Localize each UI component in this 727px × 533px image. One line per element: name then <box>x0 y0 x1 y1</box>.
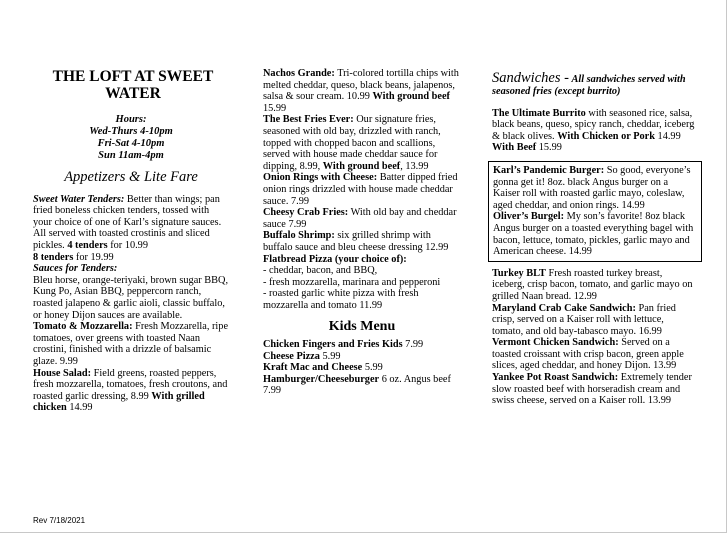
menu-item-fries <box>263 114 461 172</box>
item-name: Kraft Mac and Cheese <box>263 362 363 374</box>
item-name: Chicken Fingers and Fries Kids <box>263 339 403 351</box>
kids-menu-title: Kids Menu <box>328 319 396 335</box>
item-desc: six grilled shrimp with buffalo sauce and bleu cheese dressing 12.99 <box>263 230 449 253</box>
item-price: , 13.99 <box>400 160 429 172</box>
item-desc: Better than wings; pan fried boneless chicken tenders, tossed with your choice of one of Karl’s signature sauces. All served with toasted crostinis and sliced pickles. <box>33 193 222 251</box>
item-price: 5.99 <box>322 350 341 362</box>
venue-title: THE LOFT AT SWEET WATER <box>52 68 214 102</box>
item-name: Maryland Crab Cake Sandwich: <box>492 302 636 314</box>
hours-line: Sun 11am-4pm <box>98 150 164 161</box>
item-name: Flatbread Pizza (your choice of): <box>263 253 407 265</box>
sandwiches-note: All sandwiches served with seasoned fries (except burrito) <box>492 74 686 97</box>
item-name: Turkey BLT <box>492 267 546 279</box>
item-desc: with seasoned rice, salsa, black beans, queso, spicy ranch, cheddar, iceberg & black olives. <box>492 107 695 142</box>
menu-item-nachos <box>263 68 461 114</box>
column-left <box>33 68 229 414</box>
item-option: With Beef <box>492 142 537 154</box>
item-desc: Batter dipped fried onion rings drizzled with house made cheddar sauce. 7.99 <box>263 172 458 207</box>
hours-title: Hours: <box>115 114 147 125</box>
item-desc: My son’s favorite! 8oz black Angus burger on a toasted everything bagel with bacon, lettuce, tomato, pickles, garlic mayo and American cheese. 14.99 <box>493 211 694 258</box>
menu-item-crab-cake <box>492 303 697 338</box>
item-addon: With ground beef <box>372 91 450 103</box>
item-name: Buffalo Shrimp: <box>263 230 335 242</box>
flatbread-option: - roasted garlic white pizza with fresh mozzarella and tomato 11.99 <box>263 288 419 311</box>
item-desc: Extremely tender slow roasted beef with horseradish cream and swiss cheese, served on a Kaiser roll. 13.99 <box>492 372 692 407</box>
item-price: 14.99 <box>657 130 681 142</box>
item-option: With Chicken or Pork <box>557 130 655 142</box>
column-middle <box>263 68 461 397</box>
sandwiches-title: Sandwiches - <box>492 70 569 86</box>
kids-item <box>263 362 461 374</box>
featured-burgers-box <box>488 161 702 262</box>
flatbread-option: - cheddar, bacon, and BBQ, <box>263 265 378 277</box>
flatbread-option: - fresh mozzarella, marinara and pepperoni <box>263 276 441 288</box>
item-name: Hamburger/Cheeseburger <box>263 373 380 385</box>
item-desc: Field greens, roasted peppers, fresh mozzarella, tomatoes, fresh croutons, and roasted garlic dressing, 8.99 <box>33 367 228 402</box>
menu-item-turkey-blt <box>492 268 697 303</box>
kids-item <box>263 351 461 363</box>
item-name: Karl’s Pandemic Burger: <box>493 164 605 176</box>
sauces-label: Sauces for Tenders: <box>33 263 118 275</box>
item-name: House Salad: <box>33 367 92 379</box>
item-name: Oliver’s Burgel: <box>493 211 565 223</box>
item-name: Vermont Chicken Sandwich: <box>492 337 619 349</box>
menu-item-vermont-chicken <box>492 337 697 372</box>
hours-line: Fri-Sat 4-10pm <box>97 138 165 149</box>
item-price: for 19.99 <box>75 251 114 263</box>
item-desc: Fresh Mozzarella, ripe tomatoes, over greens with toasted Naan crostini, finished with a drizzle of balsamic glaze. 9.99 <box>33 321 229 367</box>
sauces-list: Bleu horse, orange-teriyaki, brown sugar BBQ, Kung Po, Asian BBQ, peppercorn ranch, roasted jalapeno & garlic aioli, classic buffalo, or honey Dijon sauces are available. <box>33 274 229 321</box>
menu-item-burgel <box>493 211 697 257</box>
menu-item-pandemic-burger <box>493 165 697 211</box>
item-name: The Best Fries Ever: <box>263 114 354 126</box>
revision-date: Rev 7/18/2021 <box>33 516 86 525</box>
item-price: 14.99 <box>69 402 93 414</box>
menu-item-burrito <box>492 108 697 154</box>
menu-item-house-salad <box>33 368 229 414</box>
item-desc: Tri-colored tortilla chips with melted cheddar, queso, black beans, jalapenos, salsa & sour cream. 10.99 <box>263 68 459 103</box>
item-name: Cheesy Crab Fries: <box>263 207 349 219</box>
menu-item-buffalo-shrimp <box>263 230 461 253</box>
item-desc: Pan fried crisp, served on a Kaiser roll with lettuce, tomato, and old bay-tabasco mayo. 16.99 <box>492 302 676 337</box>
item-price: for 10.99 <box>110 239 148 251</box>
item-name: Yankee Pot Roast Sandwich: <box>492 372 619 384</box>
sandwiches-header <box>492 70 697 98</box>
item-addon: With ground beef <box>322 160 401 172</box>
item-desc: Fresh roasted turkey breast, iceberg, crisp bacon, tomato, and garlic mayo on grilled Naan bread. 12.99 <box>492 267 693 302</box>
item-option: 8 tenders <box>33 251 74 263</box>
menu-item-crab-fries <box>263 207 461 230</box>
hours-block <box>33 114 229 162</box>
menu-item-flatbread <box>263 254 461 312</box>
item-addon: With grilled chicken <box>33 390 205 414</box>
column-right <box>492 70 697 407</box>
item-price: 7.99 <box>405 339 424 351</box>
item-desc: With old bay and cheddar sauce 7.99 <box>263 207 457 230</box>
item-price: 15.99 <box>538 142 562 154</box>
item-name: Nachos Grande: <box>263 68 335 79</box>
item-name: Onion Rings with Cheese: <box>263 172 378 184</box>
item-name: Tomato & Mozzarella: <box>33 321 133 333</box>
item-price: 5.99 <box>364 362 383 374</box>
item-name: Cheese Pizza <box>263 350 320 362</box>
item-price: 15.99 <box>263 102 287 114</box>
menu-item-onion-rings <box>263 172 461 207</box>
appetizers-title: Appetizers & Lite Fare <box>64 169 198 185</box>
kids-item <box>263 374 461 397</box>
item-name: The Ultimate Burrito <box>492 107 586 119</box>
menu-item-tenders <box>33 194 229 322</box>
item-price: 6 oz. Angus beef 7.99 <box>263 373 451 397</box>
kids-item <box>263 339 461 351</box>
item-desc: Served on a toasted croissant with crisp bacon, green apple slices, aged cheddar, and honey Dijon. 13.99 <box>492 337 684 372</box>
item-option: 4 tenders <box>67 239 108 251</box>
hours-line: Wed-Thurs 4-10pm <box>89 126 173 137</box>
menu-item-tomato-mozzarella <box>33 321 229 367</box>
menu-item-pot-roast <box>492 372 697 407</box>
item-desc: So good, everyone’s gonna get it! 8oz. black Angus burger on a Kaiser roll with roasted garlic mayo, coleslaw, aged cheddar, and onion rings. 14.99 <box>493 164 691 211</box>
item-name: Sweet Water Tenders: <box>33 193 125 205</box>
item-desc: Our signature fries, seasoned with old bay, drizzled with ranch, topped with chopped bacon and scallions, served with house made cheddar sauce for dipping, 8.99, <box>263 114 441 172</box>
